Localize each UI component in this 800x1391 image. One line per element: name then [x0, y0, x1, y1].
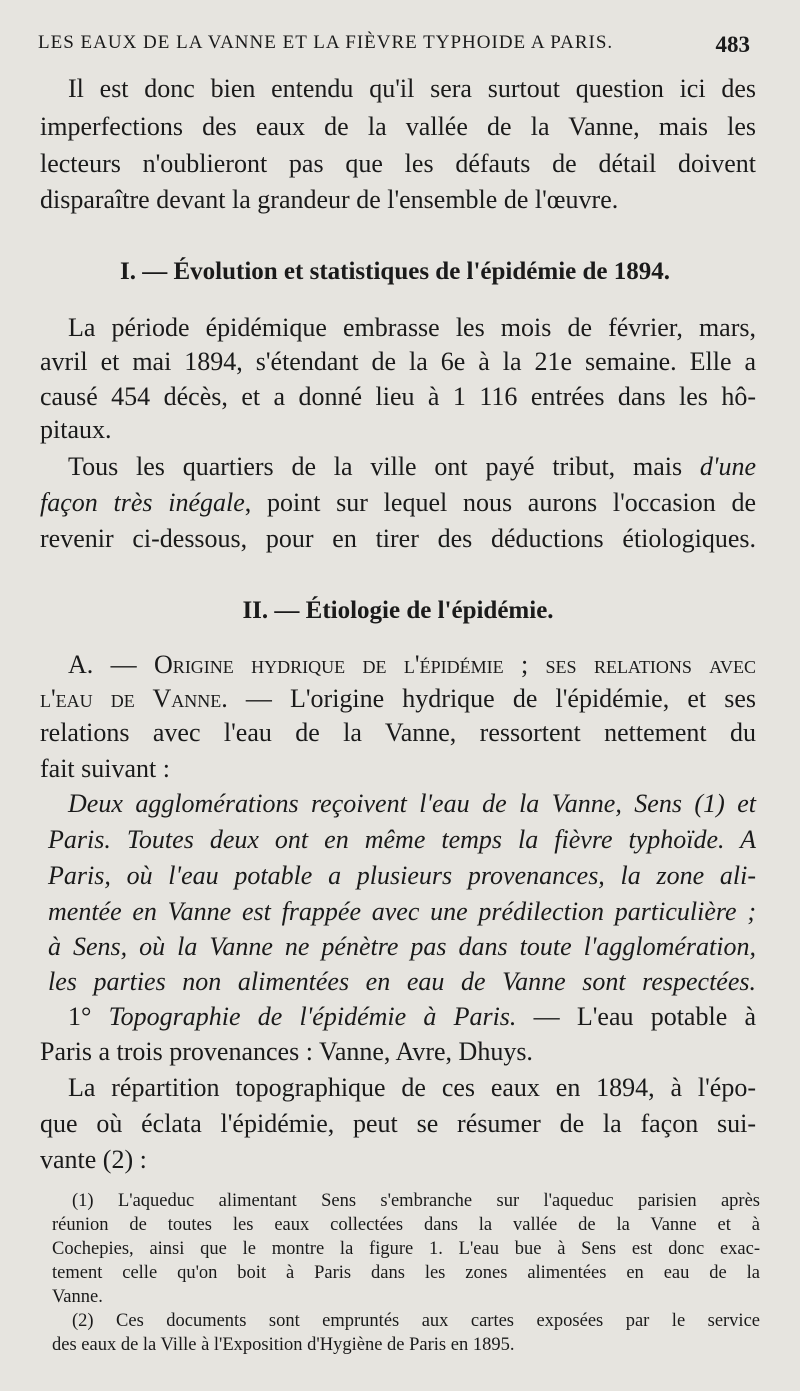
italic-line-4: mentée en Vanne est frappée avec une prédilection particulière ;: [48, 897, 756, 926]
s1-p2-line-2: [40, 486, 756, 520]
repartition-line-3: vante (2) :: [40, 1145, 147, 1174]
intro-line-2: imperfections des eaux de la vallée de la Vanne, mais les: [40, 112, 756, 141]
intro-line-3: lecteurs n'oublieront pas que les défauts de détail doivent: [40, 149, 756, 178]
s1-p2-text-2: , point sur lequel nous aurons l'occasion de: [244, 488, 756, 517]
footnote-1-line-2: réunion de toutes les eaux collectées dans la vallée de la Vanne et à: [52, 1215, 760, 1235]
italic-line-3: Paris, où l'eau potable a plusieurs provenances, la zone ali-: [48, 861, 756, 890]
repartition-line-2: que où éclata l'épidémie, peut se résumer de la façon sui-: [40, 1109, 756, 1138]
running-header: [38, 32, 750, 58]
topo-line-2: Paris a trois provenances : Vanne, Avre, Dhuys.: [40, 1037, 533, 1066]
s1-p2-italic: d'une: [699, 452, 756, 481]
subA-line-4: fait suivant :: [40, 754, 170, 783]
footnote-1-line-1: (1) L'aqueduc alimentant Sens s'embranche sur l'aqueduc parisien après: [72, 1191, 760, 1211]
topo-title: Topographie de l'épidémie à Paris.: [108, 1002, 517, 1031]
subA-prefix: A. —: [68, 650, 155, 679]
subA-line-1: [68, 648, 756, 682]
s1-p2-line-1: [68, 450, 756, 484]
s1-p2-line-3: revenir ci-dessous, pour en tirer des déductions étiologiques.: [40, 524, 756, 553]
intro-line-1: Il est donc bien entendu qu'il sera surtout question ici des: [68, 74, 756, 103]
s1-p1-line-4: pitaux.: [40, 415, 112, 444]
footnote-2-line-2: des eaux de la Ville à l'Exposition d'Hygiène de Paris en 1895.: [52, 1335, 515, 1355]
header-title: LES EAUX DE LA VANNE ET LA FIÈVRE TYPHOIDE A PARIS.: [38, 32, 614, 53]
s1-p2-text: Tous les quartiers de la ville ont payé tribut, mais: [68, 452, 700, 481]
footnote-1-line-4: tement celle qu'on boit à Paris dans les zones alimentées en eau de la: [52, 1263, 760, 1283]
section-1-heading: I. — Évolution et statistiques de l'épidémie de 1894.: [119, 258, 670, 285]
section-2-heading: II. — Étiologie de l'épidémie.: [242, 597, 554, 624]
footnote-1-line-5: Vanne.: [52, 1287, 103, 1307]
s1-p1-line-3: causé 454 décès, et a donné lieu à 1 116 entrées dans les hô-: [40, 382, 756, 411]
footnote-1-line-3: Cochepies, ainsi que le montre la figure 1. L'eau bue à Sens est donc exac-: [52, 1239, 760, 1259]
topo-line-1: [68, 1000, 756, 1034]
s1-p2-italic-2: façon très inégale: [40, 488, 245, 517]
repartition-line-1: La répartition topographique de ces eaux en 1894, à l'épo-: [68, 1073, 756, 1102]
italic-line-5: à Sens, où la Vanne ne pénètre pas dans toute l'agglomération,: [48, 932, 756, 961]
italic-line-1: Deux agglomérations reçoivent l'eau de la Vanne, Sens (1) et: [68, 789, 756, 818]
subA-title-2: l'eau de Vanne.: [40, 684, 228, 713]
s1-p1-line-1: La période épidémique embrasse les mois de février, mars,: [68, 313, 756, 342]
italic-line-6: les parties non alimentées en eau de Vanne sont respectées.: [48, 967, 756, 996]
intro-line-4: disparaître devant la grandeur de l'ensemble de l'œuvre.: [40, 185, 619, 214]
subA-title: Origine hydrique de l'épidémie ; ses relations avec: [154, 650, 756, 679]
s1-p1-line-2: avril et mai 1894, s'étendant de la 6e à la 21e semaine. Elle a: [40, 347, 756, 376]
subA-line-2: [40, 682, 756, 716]
topo-number: 1°: [68, 1002, 109, 1031]
page-number: 483: [715, 32, 750, 57]
footnote-2-line-1: (2) Ces documents sont empruntés aux cartes exposées par le service: [72, 1311, 760, 1331]
topo-text: — L'eau potable à: [516, 1002, 756, 1031]
subA-text-2: — L'origine hydrique de l'épidémie, et ses: [227, 684, 756, 713]
italic-line-2: Paris. Toutes deux ont en même temps la fièvre typhoïde. A: [48, 825, 756, 854]
subA-line-3: relations avec l'eau de la Vanne, ressortent nettement du: [40, 718, 756, 747]
